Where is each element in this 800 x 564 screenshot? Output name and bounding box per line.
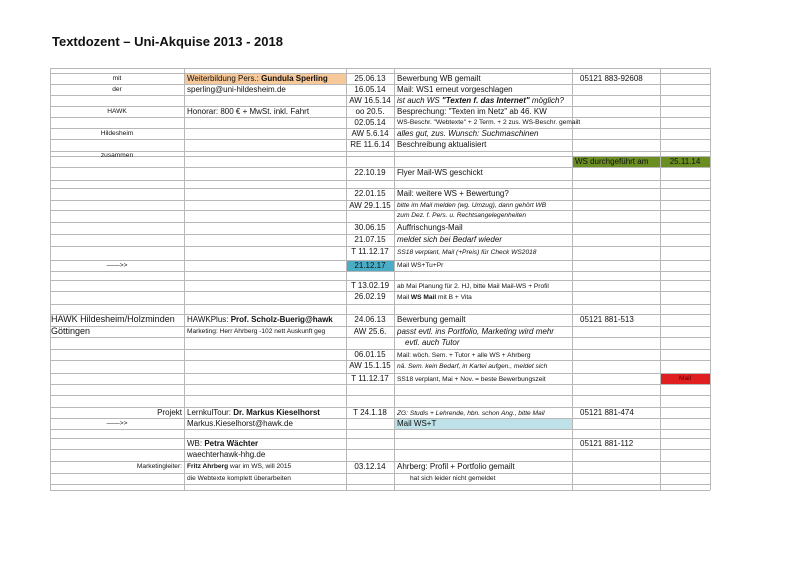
arrow-marker: ——>> [106, 420, 128, 427]
contact-prefix: WB: [187, 439, 205, 448]
contact-cell [187, 314, 345, 325]
date-cell: 24.06.13 [354, 315, 386, 324]
date-cell: oo 20.5. [355, 107, 385, 116]
phone-cell: 05121 881-513 [580, 315, 634, 324]
note-cell: SS18 verplant, Mail (+Preis) für Check WS2018 [397, 249, 537, 256]
grid-line [710, 68, 711, 490]
contact-cell: Marketing: Herr Ahrberg -102 nett Auskunft geg [187, 328, 326, 335]
note-cell: Mail WS+T [397, 419, 437, 428]
contact-cell [187, 438, 345, 449]
note-cell: Mail: weitere WS + Bewertung? [397, 189, 509, 198]
date-cell: T 24.1.18 [353, 408, 387, 417]
grid-line [50, 384, 710, 385]
spreadsheet-grid [50, 68, 710, 490]
note-part: möglich? [529, 96, 564, 105]
date-cell: 03.12.14 [354, 462, 386, 471]
date-cell: AW 16.5.14 [349, 96, 391, 105]
grid-line [50, 304, 710, 305]
date-cell: 16.05.14 [354, 85, 386, 94]
note-part: ist auch WS [397, 96, 442, 105]
contact-name: Dr. Markus Kieselhorst [233, 408, 320, 417]
note-cell: meldet sich bei Bedarf wieder [397, 235, 502, 244]
note-cell: Mail: WS1 erneut vorgeschlagen [397, 85, 513, 94]
institution-name: HAWK Hildesheim/Holzminden [51, 314, 175, 324]
note-cell: zum Dez. f. Pers. u. Rechtsangelegenheiten [397, 212, 527, 219]
note-cell: Bewerbung WB gemailt [397, 74, 481, 83]
note-cell: nä. Sem. kein Bedarf, in Kartei aufgen., meldet sich [397, 363, 548, 370]
contact-prefix: HAWKPlus: [187, 315, 231, 324]
date-cell: AW 5.6.14 [351, 129, 389, 138]
contact-name: Fritz Ahrberg [187, 463, 229, 470]
note-cell: passt evtl. ins Portfolio, Marketing wird mehr [397, 327, 554, 336]
grid-line [50, 180, 710, 181]
date-cell: 21.12.17 [354, 261, 386, 270]
grid-line [572, 68, 573, 490]
date-cell: AW 25.6. [353, 327, 387, 336]
phone-cell: 05121 881-112 [580, 439, 634, 448]
note-cell: Mail: wöch. Sem. + Tutor + alle WS + Ahrberg [397, 352, 531, 359]
note-cell: Besprechung: "Texten im Netz" ab 46. KW [397, 107, 547, 116]
grid-line [50, 429, 710, 430]
grid-line [50, 68, 710, 69]
row-label: HAWK [107, 108, 127, 115]
grid-line [184, 68, 185, 490]
contact-prefix: Weiterbildung Pers.: [187, 74, 262, 83]
note-cell: ab Mai Planung für 2. HJ, bitte Mail Mail-WS + Profil [397, 283, 549, 290]
grid-line [50, 337, 710, 338]
row-label: mit [112, 75, 122, 82]
date-cell: 06.01.15 [354, 350, 386, 359]
note-cell: bitte im Mail melden (wg. Umzug), dann gehört WB [397, 202, 547, 209]
row-label: Projekt [157, 408, 182, 417]
arrow-marker: ——>> [106, 262, 128, 269]
contact-cell [187, 73, 345, 84]
contact-name: Petra Wächter [204, 439, 259, 448]
note-part: Mail [397, 294, 411, 301]
contact-name: Prof. Scholz-Buerig@hawk [230, 315, 333, 324]
contact-cell [187, 407, 345, 418]
contact-name: Gundula Sperling [261, 74, 328, 83]
note-cell: evtl. auch Tutor [405, 338, 460, 347]
date-cell: 22.10.19 [354, 168, 386, 177]
note-cell [397, 292, 571, 303]
note-cell: alles gut, zus. Wunsch: Suchmaschinen [397, 129, 539, 138]
grid-line [50, 490, 710, 491]
grid-line [394, 68, 395, 490]
note-cell: Auffrischungs-Mail [397, 223, 463, 232]
workshop-done-date: 25.11.14 [669, 157, 701, 166]
row-label: der [112, 86, 122, 93]
note-part: "Texten f. das Internet" [441, 96, 530, 105]
note-cell: Ahrberg: Profil + Portfolio gemailt [397, 462, 515, 471]
date-cell: AW 15.1.15 [349, 361, 391, 370]
workshop-done-label: WS durchgeführt am [575, 157, 649, 166]
grid-line [50, 271, 710, 272]
note-cell: Mail WS+Tu+Pr [397, 262, 444, 269]
note-part: WS Mail [410, 294, 437, 301]
grid-line [50, 395, 710, 396]
date-cell: 25.06.13 [354, 74, 386, 83]
note-part: mit B + Vita [436, 294, 472, 301]
fee-cell: Honorar: 800 € + MwSt. inkl. Fahrt [187, 107, 310, 116]
date-cell: 22.01.15 [354, 189, 386, 198]
date-cell: 30.06.15 [354, 223, 386, 232]
date-cell: RE 11.6.14 [350, 140, 390, 149]
row-label: zusammen [100, 152, 134, 159]
grid-line [50, 473, 710, 474]
note-cell: ZG: Studis + Lehrende, hbn. schon Ang., bitte Mail [397, 410, 545, 417]
phone-cell: 05121 883-92608 [580, 74, 643, 83]
date-cell: T 11.12.17 [351, 374, 389, 383]
note-cell: hat sich leider nicht gemeldet [410, 475, 496, 482]
date-cell: 26.02.19 [354, 292, 386, 301]
institution-city: Göttingen [51, 326, 91, 336]
grid-line [50, 449, 710, 450]
contact-prefix: LernkulTour: [187, 408, 234, 417]
email-cell: Markus.Kieselhorst@hawk.de [187, 419, 293, 428]
date-cell: 02.05.14 [354, 118, 386, 127]
note-cell: Flyer Mail-WS geschickt [397, 168, 483, 177]
note-cell [397, 95, 637, 106]
row-label: Hildesheim [100, 130, 134, 137]
contact-cell: die Webtexte komplett überarbeiten [187, 475, 291, 482]
contact-cell [187, 461, 345, 472]
page-title: Textdozent – Uni-Akquise 2013 - 2018 [52, 34, 283, 49]
date-cell: T 13.02.19 [350, 281, 390, 290]
note-cell: WS-Beschr. "Webtexte" + 2 Term. + 2 zus. WS-Beschr. gemailt [397, 119, 581, 126]
grid-line [50, 484, 710, 485]
note-cell: Bewerbung gemailt [397, 315, 466, 324]
email-cell: sperling@uni-hildesheim.de [187, 85, 286, 94]
contact-suffix: war im WS, will 2015 [228, 463, 292, 470]
date-cell: 21.07.15 [354, 235, 386, 244]
date-cell: AW 29.1.15 [349, 201, 391, 210]
phone-cell: 05121 881-474 [580, 408, 634, 417]
grid-line [660, 68, 661, 490]
note-cell: Beschreibung aktualisiert [397, 140, 487, 149]
email-cell: waechterhawk-hhg.de [187, 450, 266, 459]
mail-flag: Mail [678, 375, 692, 382]
note-cell: SS18 verplant, Mai + Nov. = beste Bewerbungszeit [397, 376, 546, 383]
date-cell: T 11.12.17 [351, 247, 389, 256]
row-label: Marketingleiter: [136, 463, 182, 470]
